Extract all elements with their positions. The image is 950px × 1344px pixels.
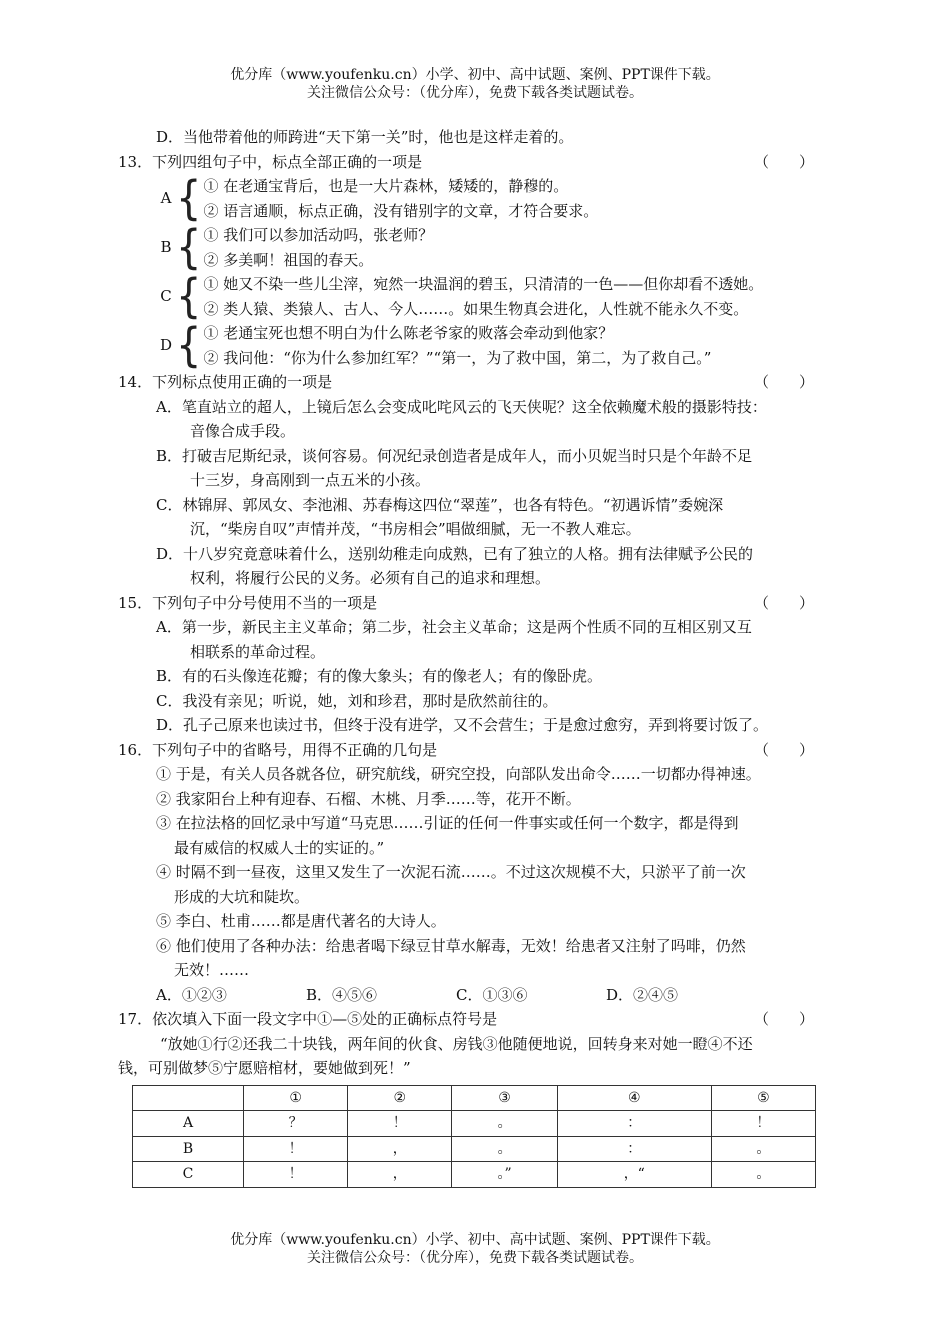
q16-sentence-4-cont: 形成的大坑和陡坎。 xyxy=(174,887,310,906)
q13-group-a xyxy=(158,174,848,223)
q14-option-a: A．笔直站立的超人，上镜后怎么会变成叱咤风云的飞天侠呢？这全依赖魔术般的摄影特技： xyxy=(156,397,767,416)
q16-sentence-6-cont: 无效！…… xyxy=(174,961,250,979)
q17-text: 17．依次填入下面一段文字中①—⑤处的正确标点符号是 xyxy=(118,1010,498,1028)
q15-answer-bracket: （ ） xyxy=(753,593,814,612)
q13-group-d xyxy=(158,321,848,370)
q13-b-line-2: ② 多美啊！祖国的春天。 xyxy=(203,250,374,269)
q16-sentence-1: ① 于是，有关人员各就各位，研究航线，研究空投，向部队发出命令……一切都办得神速。 xyxy=(156,765,761,783)
q13-group-c xyxy=(158,272,848,321)
table-cell: 。 xyxy=(452,1111,557,1137)
q15-option-c: C．我没有亲见；听说，她，刘和珍君，那时是欣然前往的。 xyxy=(156,691,558,710)
table-cell: ！ xyxy=(348,1111,452,1137)
q15-option-a-cont: 相联系的革命过程。 xyxy=(190,642,326,661)
q16-sentence-3: ③ 在拉法格的回忆录中写道“马克思……引证的任何一件事实或任何一个数字，都是得到 xyxy=(156,814,739,832)
page-header xyxy=(0,66,950,102)
q17-passage-line-2: 钱，可别做梦⑤宁愿赔棺材，要她做到死！” xyxy=(118,1059,411,1077)
q14-option-d: D．十八岁究竟意味着什么，送别幼稚走向成熟，已有了独立的人格。拥有法律赋予公民的 xyxy=(156,544,754,563)
q16-sentence-3-cont: 最有威信的权威人士的实证的。” xyxy=(174,838,385,857)
table-cell: A xyxy=(133,1111,244,1137)
table-cell: 。 xyxy=(711,1162,815,1188)
table-cell: C xyxy=(133,1162,244,1188)
q13-group-b xyxy=(158,223,848,272)
q13-d-line-1: ① 老通宝死也想不明白为什么陈老爷家的败落会牵动到他家？ xyxy=(203,324,614,342)
q16-choice-a: A．①②③ xyxy=(156,985,227,1004)
q13-d-line-2: ② 我问他：“你为什么参加红军？”“第一，为了救中国，第二，为了救自己。” xyxy=(203,348,712,367)
table-cell: ，“ xyxy=(557,1162,711,1188)
q14-option-c: C．林锦屏、郭凤女、李池湘、苏春梅这四位“翠莲”，也各有特色。“初遇诉情”委婉深 xyxy=(156,495,724,514)
table-row xyxy=(133,1111,816,1137)
table-header-cell: ⑤ xyxy=(711,1085,815,1111)
q16-choice-d: D．②④⑤ xyxy=(606,985,679,1004)
q14-option-b: B．打破吉尼斯纪录，谈何容易。何况纪录创造者是成年人，而小贝妮当时只是个年龄不足 xyxy=(156,446,753,465)
table-cell: ？ xyxy=(244,1111,348,1137)
table-cell: ： xyxy=(557,1111,711,1137)
table-header-cell: ② xyxy=(348,1085,452,1111)
table-cell: B xyxy=(133,1136,244,1162)
table-cell: 。 xyxy=(711,1136,815,1162)
q16-sentence-2: ② 我家阳台上种有迎春、石榴、木桃、月季……等，花开不断。 xyxy=(156,789,581,808)
q16-sentence-6: ⑥ 他们使用了各种办法：给患者喝下绿豆甘草水解毒，无效！给患者又注射了吗啡，仍然 xyxy=(156,936,746,955)
q14-stem xyxy=(118,370,848,395)
q14-text: 14．下列标点使用正确的一项是 xyxy=(118,373,333,391)
header-line-2: 关注微信公众号：（优分库），免费下载各类试题试卷。 xyxy=(307,85,643,101)
table-cell: ， xyxy=(348,1162,452,1188)
q16-sentence-4: ④ 时隔不到一昼夜，这里又发生了一次泥石流……。不过这次规模不大，只淤平了前一次 xyxy=(156,863,746,881)
q15-stem xyxy=(118,591,848,616)
q14-option-d-cont: 权利，将履行公民的义务。必须有自己的追求和理想。 xyxy=(190,569,551,587)
table-row xyxy=(133,1136,816,1162)
q15-option-a: A．第一步，新民主主义革命；第二步，社会主义革命；这是两个性质不同的互相区别又互 xyxy=(156,618,752,636)
table-row xyxy=(133,1162,816,1188)
q17-passage-line-1: “放她①行②还我二十块钱，两年间的伙食、房钱③他随便地说，回转身来对她一瞪④不还 xyxy=(160,1034,753,1053)
curly-brace-icon: { xyxy=(176,172,202,225)
q13-answer-bracket: （ ） xyxy=(753,152,814,171)
q15-text: 15．下列句子中分号使用不当的一项是 xyxy=(118,593,378,612)
q14-answer-bracket: （ ） xyxy=(753,373,814,391)
q13-c-line-1: ① 她又不染一些儿尘滓，宛然一块温润的碧玉，只清清的一色——但你却看不透她。 xyxy=(203,275,764,293)
curly-brace-icon: { xyxy=(176,221,202,274)
table-cell: ： xyxy=(557,1136,711,1162)
q13-group-letter: D xyxy=(159,336,173,355)
footer-line-2: 关注微信公众号：（优分库），免费下载各类试题试卷。 xyxy=(307,1250,643,1266)
q16-choices xyxy=(118,983,848,1008)
table-header-cell xyxy=(133,1085,244,1111)
table-header-cell: ③ xyxy=(452,1085,557,1111)
q16-text: 16．下列句子中的省略号，用得不正确的几句是 xyxy=(118,740,438,759)
curly-brace-icon: { xyxy=(176,319,202,372)
curly-brace-icon: { xyxy=(176,270,202,323)
q13-a-line-2: ② 语言通顺，标点正确，没有错别字的文章，才符合要求。 xyxy=(203,201,599,220)
q14-option-a-cont: 音像合成手段。 xyxy=(190,422,296,440)
q14-option-c-cont: 沉，“柴房自叹”声情并茂，“书房相会”唱做细腻，无一不教人难忘。 xyxy=(190,520,641,538)
table-cell: ！ xyxy=(244,1162,348,1188)
table-header-row xyxy=(133,1085,816,1111)
q16-answer-bracket: （ ） xyxy=(753,740,814,759)
header-line-1: 优分库（www.youfenku.cn）小学、初中、高中试题、案例、PPT课件下载。 xyxy=(230,67,720,83)
footer-line-1: 优分库（www.youfenku.cn）小学、初中、高中试题、案例、PPT课件下载。 xyxy=(230,1232,720,1248)
q13-c-line-2: ② 类人猿、类猿人、古人、今人……。如果生物真会进化，人性就不能永久不变。 xyxy=(203,299,749,318)
table-cell: ！ xyxy=(711,1111,815,1137)
table-cell: ， xyxy=(348,1136,452,1162)
table-cell: ！ xyxy=(244,1136,348,1162)
q16-stem xyxy=(118,738,848,763)
table-cell: 。 xyxy=(452,1136,557,1162)
q16-choice-c: C．①③⑥ xyxy=(456,985,528,1004)
page-footer xyxy=(0,1231,950,1267)
q17-answer-bracket: （ ） xyxy=(753,1010,814,1028)
q13-group-letter: A xyxy=(160,189,172,208)
table-header-cell: ① xyxy=(244,1085,348,1111)
q13-text: 13．下列四组句子中，标点全部正确的一项是 xyxy=(118,152,423,171)
q13-group-letter: C xyxy=(160,287,172,306)
q13-group-letter: B xyxy=(160,238,172,257)
q15-option-d: D．孔子己原来也读过书，但终于没有进学，又不会营生；于是愈过愈穷，弄到将要讨饭了。 xyxy=(156,716,769,734)
q17-answer-table xyxy=(132,1085,816,1188)
q16-sentence-5: ⑤ 李白、杜甫……都是唐代著名的大诗人。 xyxy=(156,912,446,930)
q16-choice-b: B．④⑤⑥ xyxy=(306,985,378,1004)
q12-option-d: D．当他带着他的师跨进“天下第一关”时，他也是这样走着的。 xyxy=(156,128,574,146)
q17-stem xyxy=(118,1007,848,1032)
table-header-cell: ④ xyxy=(557,1085,711,1111)
q14-option-b-cont: 十三岁，身高刚到一点五米的小孩。 xyxy=(190,471,431,489)
table-cell: 。” xyxy=(452,1162,557,1188)
q13-b-line-1: ① 我们可以参加活动吗，张老师？ xyxy=(203,226,434,244)
q13-a-line-1: ① 在老通宝背后，也是一大片森林，矮矮的，静穆的。 xyxy=(203,177,569,195)
exam-content xyxy=(118,125,848,1188)
q13-stem xyxy=(118,150,848,175)
q15-option-b: B．有的石头像连花瓣；有的像大象头；有的像老人；有的像卧虎。 xyxy=(156,667,603,685)
